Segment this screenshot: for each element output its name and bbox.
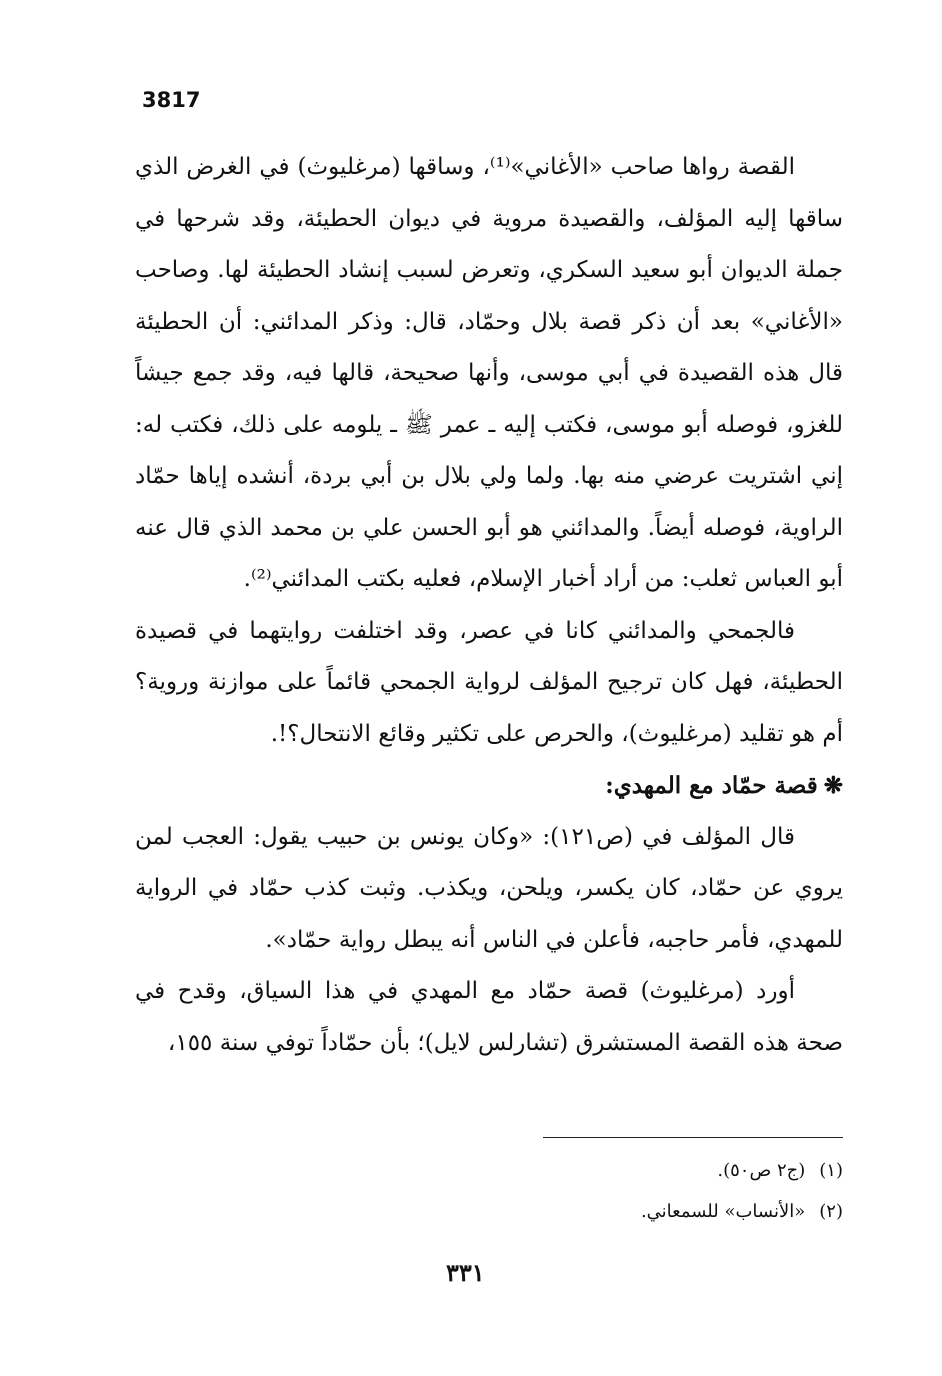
footnote-text: «الأنساب» للسمعاني.: [640, 1201, 806, 1222]
footnote-1: [300, 1150, 843, 1191]
paragraph-2: فالجمحي والمدائني كانا في عصر، وقد اختلفت روايتهما في قصيدة الحطيئة، فهل كان ترجيح المؤلف لرواية الجمحي قائماً على موازنة وروية؟ أم هو تقليد (مرغليوث)، والحرص على تكثير وقائع الانتحال؟!.: [135, 617, 843, 747]
footnote-2: [300, 1191, 843, 1232]
footnote-text: (ج٢ ص٥٠).: [717, 1160, 806, 1181]
section-heading: [135, 760, 843, 812]
paragraph-3: قال المؤلف في (ص١٢١): «وكان يونس بن حبيب يقول: العجب لمن يروي عن حمّاد، كان يكسر، ويلحن، ويكذب. وثبت كذب حمّاد في الرواية للمهدي، فأمر حاجبه، فأعلن في الناس أنه يبطل رواية حمّاد».: [135, 823, 843, 953]
footnote-number: (١): [819, 1160, 843, 1181]
main-text: [135, 142, 843, 1069]
paragraph-4: أورد (مرغليوث) قصة حمّاد مع المهدي في هذا السياق، وقدح في صحة هذه القصة المستشرق (تشارلس لايل)؛ بأن حمّاداً توفي سنة ١٥٥،: [135, 978, 843, 1056]
footnote-divider: [543, 1137, 843, 1138]
page-id-label: 3817: [142, 88, 201, 112]
section-heading-text: قصة حمّاد مع المهدي:: [605, 772, 818, 799]
footnote-number: (٢): [819, 1201, 843, 1222]
star-icon: ❋: [823, 772, 843, 799]
page-number: ٣٣١: [446, 1258, 485, 1287]
footnotes: [300, 1150, 843, 1232]
paragraph-1: القصة رواها صاحب «الأغاني»⁽¹⁾، وساقها (مرغليوث) في الغرض الذي ساقها إليه المؤلف، والقصيدة مروية في ديوان الحطيئة، وقد شرحها في جملة الديوان أبو سعيد السكري، وتعرض لسبب إنشاد الحطيئة لها. وصاحب «الأغاني» بعد أن ذكر قصة بلال وحمّاد، قال: وذكر المدائني: أن الحطيئة قال هذه القصيدة في أبي موسى، وأنها صحيحة، قالها فيه، وقد جمع جيشاً للغزو، فوصله أبو موسى، فكتب إليه ـ عمر ﷺ ـ يلومه على ذلك، فكتب له: إني اشتريت عرضي منه بها. ولما ولي بلال بن أبي بردة، أنشده إياها حمّاد الراوية، فوصله أيضاً. والمدائني هو أبو الحسن علي بن محمد الذي قال عنه أبو العباس ثعلب: من أراد أخبار الإسلام، فعليه بكتب المدائني⁽²⁾.: [135, 154, 843, 592]
